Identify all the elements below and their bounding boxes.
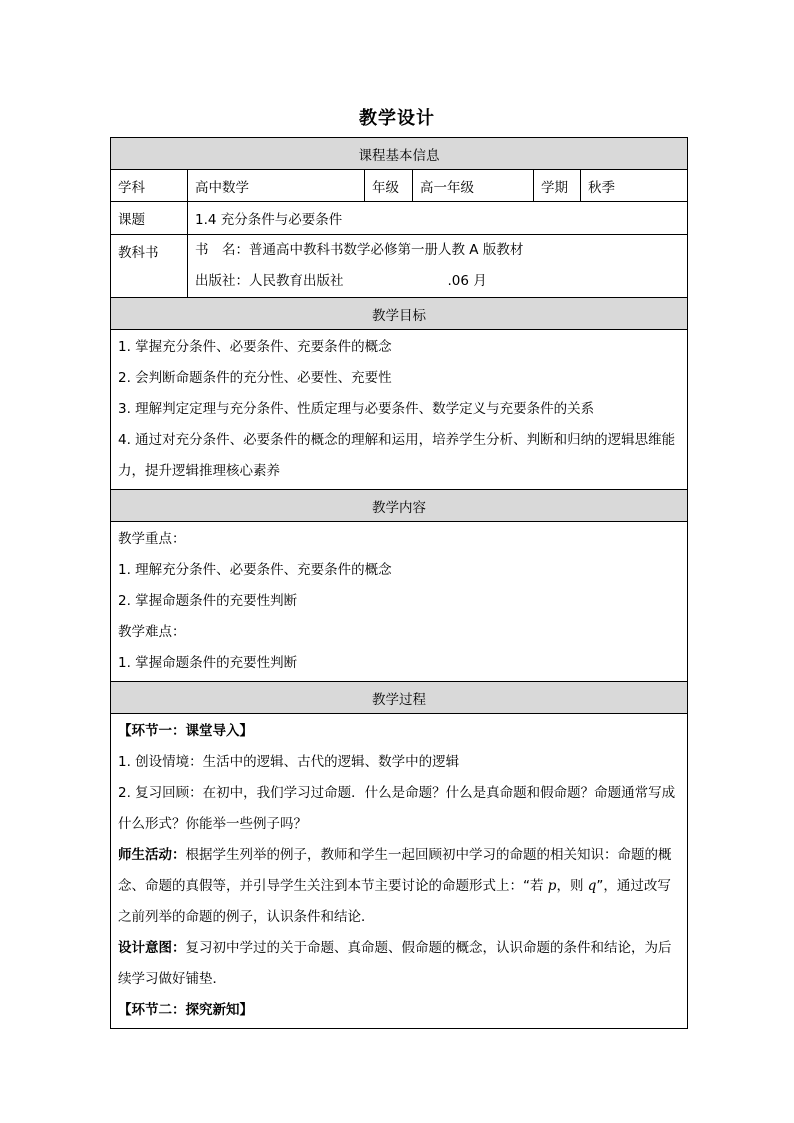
grade-label: 年级 [365,170,413,202]
process-link-one-heading: 【环节一：课堂导入】 [118,723,253,739]
publish-date: .06 月 [447,273,487,289]
objective-item: 4. 通过对充分条件、必要条件的概念的理解和运用，培养学生分析、判断和归纳的逻辑思维能力，提升逻辑推理核心素养 [118,432,676,479]
section-header-basic-info: 课程基本信息 [111,138,688,170]
lesson-plan-table [110,137,688,1029]
topic-label: 课题 [111,202,188,235]
objective-item: 3. 理解判定定理与充分条件、性质定理与必要条件、数学定义与充要条件的关系 [118,401,595,417]
objective-item: 1. 掌握充分条件、必要条件、充要条件的概念 [118,339,392,355]
subject-value: 高中数学 [188,170,365,202]
key-point-item: 1. 理解充分条件、必要条件、充要条件的概念 [118,562,392,578]
key-points-label: 教学重点： [118,531,186,547]
teacher-student-activity [118,840,680,933]
topic-value: 1.4 充分条件与必要条件 [188,202,688,235]
term-value: 秋季 [581,170,688,202]
textbook-info [188,235,688,298]
difficulty-item: 1. 掌握命题条件的充要性判断 [118,655,298,671]
document-title: 教学设计 [359,108,435,129]
variable-p: p [547,878,557,894]
section-header-content: 教学内容 [111,490,688,522]
process-cell [111,714,688,1029]
textbook-publisher-line [188,266,687,297]
textbook-label: 教科书 [111,235,188,298]
section-header-process: 教学过程 [111,682,688,714]
activity-text: ，则 [556,878,588,894]
section-header-objectives: 教学目标 [111,298,688,330]
subject-label: 学科 [111,170,188,202]
objective-item: 2. 会判断命题条件的充分性、必要性、充要性 [118,370,392,386]
difficulties-label: 教学难点： [118,624,186,640]
publisher-text: 出版社：人民教育出版社 [195,273,344,289]
intent-label: 设计意图： [118,940,186,956]
term-label: 学期 [534,170,581,202]
textbook-name-line: 书 名：普通高中教科书数学必修第一册人教 A 版教材 [195,242,524,258]
objectives-cell [111,330,688,490]
design-intent [118,933,680,995]
process-item: 2. 复习回顾：在初中，我们学习过命题．什么是命题？什么是真命题和假命题？命题通常写成什么形式？你能举一些例子吗？ [118,785,676,832]
activity-text: 根据学生列举的例子，教师和学生一起回顾初中学习的命题的相关知识：命题的概念、命题的真假等，并引导学生关注到本节主要讨论的命题形式上：“若 [118,847,672,894]
variable-q: q [587,878,597,894]
key-point-item: 2. 掌握命题条件的充要性判断 [118,593,298,609]
intent-text: 复习初中学过的关于命题、真命题、假命题的概念，认识命题的条件和结论，为后续学习做好铺垫． [118,940,672,987]
content-cell [111,522,688,682]
activity-label: 师生活动： [118,847,186,863]
grade-value: 高一年级 [413,170,534,202]
process-link-two-heading: 【环节二：探究新知】 [118,1002,253,1018]
process-item: 1. 创设情境：生活中的逻辑、古代的逻辑、数学中的逻辑 [118,754,460,770]
activity-text: ”，通过改写之前列举的命题的例子，认识条件和结论． [118,878,671,925]
